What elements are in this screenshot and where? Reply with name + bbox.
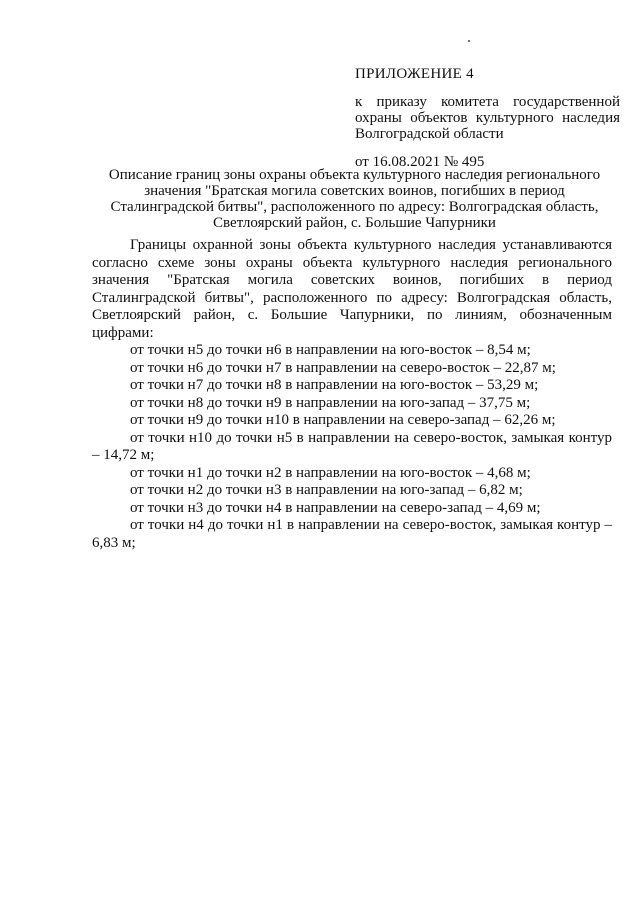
segment-line: от точки н8 до точки н9 в направлении на юго-запад – 37,75 м; (130, 394, 531, 411)
segment-line: от точки н3 до точки н4 в направлении на северо-запад – 4,69 м; (130, 499, 541, 516)
segment-line: от точки н10 до точки н5 в направлении на северо-восток, замыкая контур – 14,72 м; (92, 429, 612, 463)
segment-line: от точки н9 до точки н10 в направлении на северо-запад – 62,26 м; (130, 412, 556, 428)
appendix-order-text: к приказу комитета государственной охраны объектов культурного наследия Волгоградской области (355, 94, 620, 142)
intro-paragraph: Границы охранной зоны объекта культурного наследия устанавливаются согласно схеме зоны охраны объекта культурного наследия регионального значения "Братская могила советских воинов, погибших в период Сталинградской битвы", расположенного по адресу: Волгоградская область, Светлоярский район, с. Большие Чапурники, по линиям, обозначенным цифрами: (92, 237, 612, 341)
document-heading: Описание границ зоны охраны объекта культурного наследия регионального значения "Братская могила советских воинов, погибших в период Сталинградской битвы", расположенного по адресу: Волгоградская область, Светлоярский район, с. Большие Чапурники (108, 167, 601, 231)
appendix-title: ПРИЛОЖЕНИЕ 4 (355, 66, 474, 82)
appendix-date-line: от 16.08.2021 № 495 (355, 154, 485, 170)
segment-line: от точки н5 до точки н6 в направлении на юго-восток – 8,54 м; (130, 342, 531, 358)
segment-line: от точки н2 до точки н3 в направлении на юго-запад – 6,82 м; (130, 482, 523, 498)
segment-line: от точки н7 до точки н8 в направлении на юго-восток – 53,29 м; (130, 377, 539, 393)
segment-line: от точки н6 до точки н7 в направлении на северо-восток – 22,87 м; (130, 359, 556, 376)
document-body (92, 237, 612, 552)
segment-list (92, 342, 612, 552)
segment-line: от точки н1 до точки н2 в направлении на юго-восток – 4,68 м; (130, 464, 531, 481)
appendix-block (355, 66, 620, 170)
scan-dot (468, 40, 470, 42)
segment-line: от точки н4 до точки н1 в направлении на северо-восток, замыкая контур – 6,83 м; (92, 517, 612, 551)
